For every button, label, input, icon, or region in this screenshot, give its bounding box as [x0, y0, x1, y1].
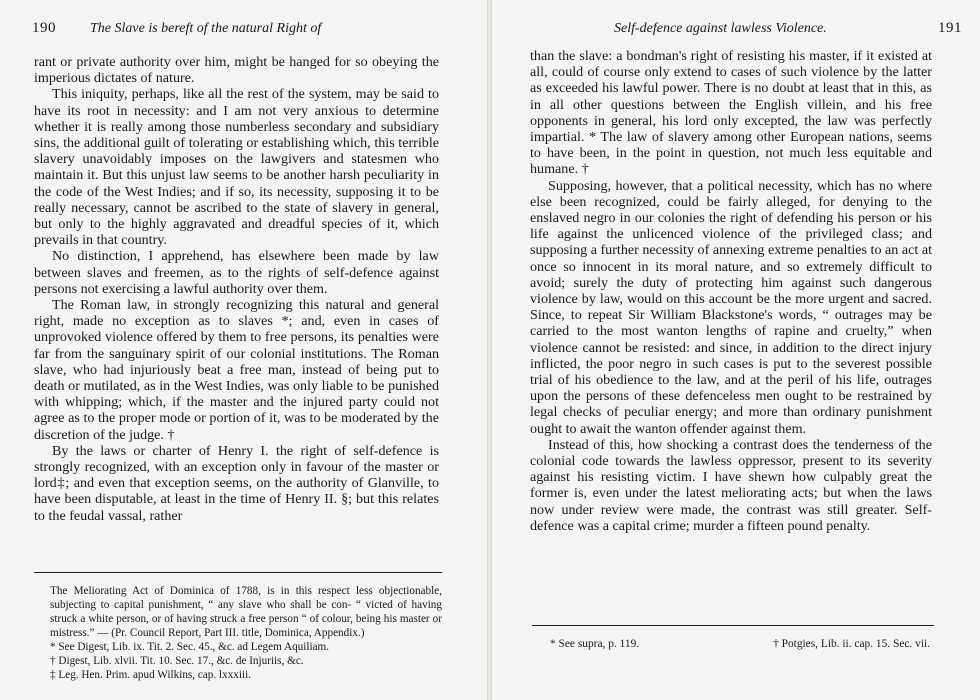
footnote: The Meliorating Act of Dominica of 1788, is in this respect less objectionable, subjecting to capital punishment, “ any slave who shall be con- “ victed of having struck a white person, or of having struck a free person “ of colour, being his master or mistress.” — (Pr. Council Report, Part III. title, Dominica, Appendix.) [50, 585, 442, 639]
footnote-divider [34, 572, 442, 573]
paragraph: Supposing, however, that a political necessity, which has no where else been recognized, could be fairly alleged, for denying to the enslaved negro in our colonies the right of defending his person or his life against the unlicenced violence of the privileged class; and supposing a further necessity of annexing extreme penalties to an act at once so innocent in its moral nature, and so extremely difficult to avoid; surely the duty of protecting him against such dangerous violence by law, would on this account be the more urgent and sacred. Since, to repeat Sir William Blackstone's words, “ outrages may be carried to the most wanton lengths of rapine and cruelty,” when violence cannot be resisted: and since, in addition to the direct injury inflicted, the poor negro in such cases is put to the severest possible trial of his obedience to the law, and at the peril of his life, outrages upon the persons of these defenceless men ought to be restrained by legal checks of peculiar energy; and more than ordinary punishment ought to await the wanton offender against them. [530, 177, 932, 437]
left-body-text [34, 54, 439, 524]
right-page-number: 191 [938, 20, 962, 36]
right-running-head [614, 20, 962, 37]
footnote: † Potgies, Lib. ii. cap. 15. Sec. vii. [773, 638, 930, 650]
left-footnotes [50, 584, 442, 682]
right-footnotes [550, 637, 930, 651]
left-page-number: 190 [32, 20, 56, 36]
footnote: * See supra, p. 119. [550, 638, 640, 650]
paragraph: The Roman law, in strongly recognizing this natural and general right, made no exception as to slaves *; and, even in cases of unprovoked violence offered by them to free persons, its penalties were far from the sanguinary spirit of our colonial institutions. The Roman slave, who had injuriously beat a free man, instead of being put to death or mutilated, as in the West Indies, was only liable to be punished with whipping; which, if the master and the injured party could not agree as to the proper mode or portion of it, was to be moderated by the discretion of the judge. † [34, 297, 439, 443]
footnote: ‡ Leg. Hen. Prim. apud Wilkins, cap. lxxxiii. [50, 669, 252, 681]
paragraph: No distinction, I apprehend, has elsewhere been made by law between slaves and freemen, as to the rights of self-defence against persons not exercising a lawful authority over them. [34, 248, 439, 297]
footnote: * See Digest, Lib. ix. Tit. 2. Sec. 45., &c. ad Legem Aquiliam. [50, 641, 330, 653]
paragraph: Instead of this, how shocking a contrast does the tenderness of the colonial code towards the lawless oppressor, present to its severity against his resisting victim. I have shewn how culpably great the former is, even under the latest meliorating acts; but when the laws now under review were made, the contrast was still greater. Self-defence was a capital crime; murder a fifteen pound penalty. [530, 436, 932, 534]
paragraph: This iniquity, perhaps, like all the rest of the system, may be said to have its root in necessity: and I am not very anxious to determine whether it is really among those numberless secondary and subsidiary sins, the additional guilt of tolerating or establishing which, this terrible slavery unavoidably imposes on the lawgivers and statesmen who maintain it. But this unjust law seems to be another harsh peculiarity in the code of the West Indies; and if so, its necessity, supposing it to be really necessary, cannot be ascribed to the state of slavery in general, but only to the highly aggravated and dreadful species of it, which prevails in that country. [34, 86, 439, 249]
left-running-title: The Slave is bereft of the natural Right of [90, 21, 322, 36]
footnote: † Digest, Lib. xlvii. Tit. 10. Sec. 17., &c. de Injuriis, &c. [50, 655, 304, 667]
right-page [490, 0, 980, 700]
paragraph: rant or private authority over him, might be hanged for so obeying the imperious dictates of nature. [34, 54, 439, 87]
right-running-title: Self-defence against lawless Violence. [614, 21, 827, 36]
paragraph: By the laws or charter of Henry I. the right of self-defence is strongly recognized, with an exception only in favour of the master or lord‡; and even that exception seems, on the authority of Glanville, to have been disputable, at least in the time of Henry II. §; but this relates to the feudal vassal, rather [34, 442, 439, 524]
footnote-divider [532, 625, 934, 626]
paragraph: than the slave: a bondman's right of resisting his master, if it existed at all, could of course only extend to cases of such violence by the latter as exceeded his lawful power. There is no doubt at least that in this, as in all other questions between the English villein, and his free opponents in general, his lord only excepted, the law was perfectly impartial. * The law of slavery among other European nations, seems to have been, in the point in question, not much less equitable and humane. † [530, 48, 932, 178]
left-running-head [32, 20, 321, 37]
right-body-text [530, 48, 932, 534]
